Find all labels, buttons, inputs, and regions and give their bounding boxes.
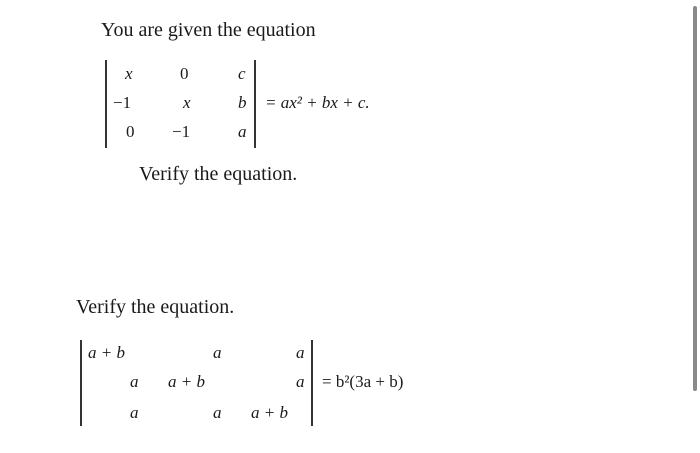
- det-1-cell: c: [238, 64, 246, 83]
- det-2-cell: a + b: [251, 403, 288, 422]
- det-1-cell: b: [238, 93, 247, 112]
- det-2-cell: a + b: [168, 372, 205, 391]
- det-1-rhs: = ax² + bx + c.: [265, 93, 370, 112]
- det-1-cell: 0: [126, 122, 135, 141]
- det-2-cell: a: [213, 343, 222, 362]
- det-1-cell: −1: [113, 93, 132, 112]
- det-2-cell: a: [130, 403, 139, 422]
- det-1-cell: a: [238, 122, 247, 141]
- det-1-cell: x: [183, 93, 191, 112]
- det-2-cell: a + b: [88, 343, 125, 362]
- det-2-cell: a: [130, 372, 139, 391]
- scrollbar-track[interactable]: [691, 0, 700, 453]
- det-2-left-bar: [80, 340, 82, 426]
- det-1-cell: x: [125, 64, 133, 83]
- problem-1-intro: You are given the equation: [101, 19, 316, 41]
- det-1-right-bar: [254, 60, 256, 148]
- det-1-cell: 0: [180, 64, 189, 83]
- det-2-cell: a: [213, 403, 222, 422]
- det-2-cell: a: [296, 372, 305, 391]
- det-2-rhs: = b²(3a + b): [322, 372, 404, 391]
- problem-1-instruction: Verify the equation.: [139, 163, 298, 185]
- det-1-cell: −1: [172, 122, 191, 141]
- det-2-right-bar: [311, 340, 313, 426]
- scrollbar-thumb[interactable]: [693, 6, 697, 391]
- problem-2-instruction: Verify the equation.: [76, 296, 235, 318]
- det-2-cell: a: [296, 343, 305, 362]
- det-1-left-bar: [105, 60, 107, 148]
